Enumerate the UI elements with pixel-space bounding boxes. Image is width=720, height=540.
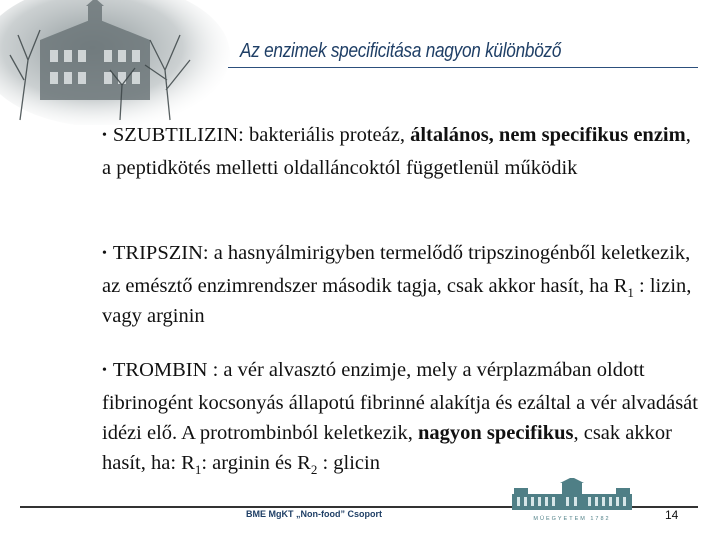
bullet-icon: • (102, 128, 107, 143)
bullet-tripszin (102, 238, 702, 331)
term-name: TRIPSZIN (112, 242, 203, 264)
emphasis-text: nagyon specifikus (417, 422, 574, 444)
bullet-icon: • (102, 363, 107, 378)
subscript: 1 (194, 462, 202, 478)
building-photo-icon (0, 0, 230, 125)
description-text: , a peptidkötés melletti oldalláncoktól függetlenül működik (102, 124, 691, 179)
page-title: Az enzimek specificitása nagyon különböző (240, 40, 562, 62)
term-name: SZUBTILIZIN (112, 124, 239, 146)
term-name: TROMBIN (112, 359, 208, 381)
footer-credit: BME MgKT „Non-food” Csoport (246, 509, 382, 519)
subscript: 1 (627, 285, 634, 301)
description-text: : a vér alvasztó enzimje, mely a vérplazmában oldott fibrinogént kocsonyás állapotú fibrinné alakítja és ezáltal a vér alvadását idézi elő. A protrombinból keletkezik, (102, 359, 698, 444)
subscript: 2 (310, 462, 318, 478)
description-text: , csak akkor hasít, ha: R (102, 422, 672, 474)
description-text: : a hasnyálmirigyben termelődő tripszinogénből keletkezik, az emésztő enzimrendszer második tagja, csak akkor hasít, ha R (102, 242, 691, 297)
description-text: : arginin és R (201, 452, 311, 474)
bullet-icon: • (102, 246, 107, 261)
university-building-logo-icon (508, 478, 636, 524)
logo-caption: MŰEGYETEM 1782 (533, 516, 611, 522)
page-number: 14 (665, 508, 679, 522)
description-text: : lizin, vagy arginin (102, 275, 692, 327)
title-area (228, 38, 698, 78)
bullet-trombin (102, 355, 702, 478)
description-text: : glicin (317, 452, 380, 474)
bullet-szubtilizin (102, 120, 702, 183)
description-text: : bakteriális proteáz, (238, 124, 411, 146)
title-underline (228, 67, 698, 68)
emphasis-text: általános, nem specifikus enzim (410, 124, 686, 146)
